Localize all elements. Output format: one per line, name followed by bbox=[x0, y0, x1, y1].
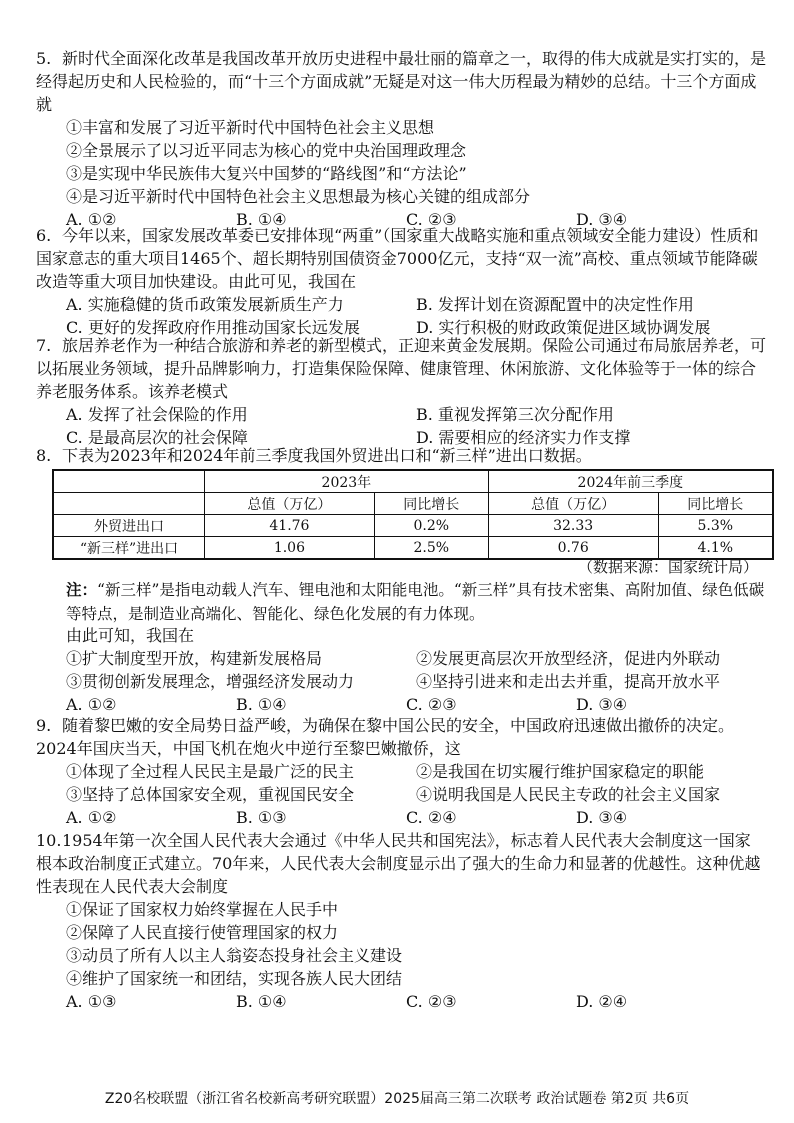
data-source: （数据来源：国家统计局） bbox=[577, 558, 758, 576]
table-cell: 32.33 bbox=[488, 515, 658, 537]
question-number: 8. bbox=[36, 446, 52, 465]
table-cell: 0.2% bbox=[374, 515, 488, 537]
option-c[interactable]: C. ②④ bbox=[406, 808, 457, 827]
table-cell: 1.06 bbox=[205, 537, 375, 560]
option-c[interactable]: C. 是最高层次的社会保障 bbox=[66, 428, 248, 447]
option-d[interactable]: D. ③④ bbox=[576, 808, 628, 827]
option-a[interactable]: A. ①② bbox=[66, 695, 117, 714]
question-7 bbox=[36, 334, 766, 449]
table-year-header: 2024年前三季度 bbox=[488, 470, 773, 493]
question-stem: 随着黎巴嫩的安全局势日益严峻，为确保在黎中国公民的安全，中国政府迅速做出撤侨的决定。2024年国庆当天，中国飞机在炮火中逆行至黎巴嫩撤侨，这 bbox=[36, 716, 735, 758]
statement-4: ④是习近平新时代中国特色社会主义思想最为核心关键的组成部分 bbox=[66, 187, 531, 206]
question-8-body bbox=[36, 624, 766, 716]
statement-3: ③贯彻创新发展理念，增强经济发展动力 bbox=[66, 672, 355, 691]
table-cell: 41.76 bbox=[205, 515, 375, 537]
statement-1: ①体现了全过程人民民主是最广泛的民主 bbox=[66, 762, 355, 781]
question-8 bbox=[36, 444, 766, 467]
table-corner-cell bbox=[53, 493, 205, 515]
table-cell: 0.76 bbox=[488, 537, 658, 560]
table-subheader: 同比增长 bbox=[658, 493, 773, 515]
option-b[interactable]: B. 发挥计划在资源配置中的决定性作用 bbox=[416, 295, 694, 314]
option-c[interactable]: C. ②③ bbox=[406, 210, 457, 229]
question-stem: 新时代全面深化改革是我国改革开放历史进程中最壮丽的篇章之一，取得的伟大成就是实打实的，是经得起历史和人民检验的，而“十三个方面成就”无疑是对这一伟大历程最为精妙的总结。十三个方面成就 bbox=[36, 49, 767, 114]
option-b[interactable]: B. ①④ bbox=[236, 695, 287, 714]
table-note bbox=[66, 578, 766, 626]
statement-2: ②是我国在切实履行维护国家稳定的职能 bbox=[416, 762, 705, 781]
statement-3: ③是实现中华民族伟大复兴中国梦的“路线图”和“方法论” bbox=[66, 164, 467, 183]
option-d[interactable]: D. ③④ bbox=[576, 210, 628, 229]
question-stem: 下表为2023年和2024年前三季度我国外贸进出口和“新三样”进出口数据。 bbox=[62, 446, 592, 465]
statement-1: ①丰富和发展了习近平新时代中国特色社会主义思想 bbox=[66, 118, 435, 137]
table-cell: 5.3% bbox=[658, 515, 773, 537]
trade-data-table bbox=[52, 469, 774, 560]
option-a[interactable]: A. ①② bbox=[66, 210, 117, 229]
table-subheader: 总值（万亿） bbox=[205, 493, 375, 515]
statement-list bbox=[36, 647, 766, 693]
answer-options bbox=[36, 693, 766, 716]
option-a[interactable]: A. 发挥了社会保险的作用 bbox=[66, 405, 248, 424]
table-subheader-row bbox=[53, 493, 773, 515]
table-year-header: 2023年 bbox=[205, 470, 489, 493]
question-6 bbox=[36, 224, 766, 339]
answer-options bbox=[36, 293, 766, 339]
note-text: “新三样”是指电动载人汽车、锂电池和太阳能电池。“新三样”具有技术密集、高附加值、绿色低碳等特点，是制造业高端化、智能化、绿色化发展的有力体现。 bbox=[66, 581, 765, 623]
answer-options bbox=[36, 990, 766, 1013]
option-d[interactable]: D. ③④ bbox=[576, 695, 628, 714]
table-header-row bbox=[53, 470, 773, 493]
question-stem: 1954年第一次全国人民代表大会通过《中华人民共和国宪法》，标志着人民代表大会制度这一国家根本政治制度正式建立。70年来，人民代表大会制度显示出了强大的生命力和显著的优越性。这种优越性表现在人民代表大会制度 bbox=[36, 831, 761, 896]
question-number: 9. bbox=[36, 716, 52, 735]
option-c[interactable]: C. 更好的发挥政府作用推动国家长远发展 bbox=[66, 318, 360, 337]
row-label: “新三样”进出口 bbox=[53, 537, 205, 560]
question-stem: 旅居养老作为一种结合旅游和养老的新型模式，正迎来黄金发展期。保险公司通过布局旅居养老，可以拓展业务领域，提升品牌影响力，打造集保险保障、健康管理、休闲旅游、文化体验等于一体的综合养老服务体系。该养老模式 bbox=[36, 336, 767, 401]
statement-4: ④说明我国是人民民主专政的社会主义国家 bbox=[416, 785, 721, 804]
option-c[interactable]: C. ②③ bbox=[406, 695, 457, 714]
table-cell: 4.1% bbox=[658, 537, 773, 560]
statement-3: ③动员了所有人以主人翁姿态投身社会主义建设 bbox=[66, 946, 403, 965]
statement-1: ①保证了国家权力始终掌握在人民手中 bbox=[66, 900, 339, 919]
question-number: 5. bbox=[36, 49, 52, 68]
statement-2: ②发展更高层次开放型经济，促进内外联动 bbox=[416, 649, 721, 668]
note-label: 注： bbox=[66, 580, 98, 599]
question-number: 10. bbox=[36, 831, 62, 850]
option-d[interactable]: D. 需要相应的经济实力作支撑 bbox=[416, 428, 631, 447]
question-5 bbox=[36, 47, 766, 231]
option-a[interactable]: A. 实施稳健的货币政策发展新质生产力 bbox=[66, 295, 344, 314]
option-a[interactable]: A. ①② bbox=[66, 808, 117, 827]
option-a[interactable]: A. ①③ bbox=[66, 992, 117, 1011]
statement-4: ④坚持引进来和走出去并重，提高开放水平 bbox=[416, 672, 721, 691]
option-b[interactable]: B. 重视发挥第三次分配作用 bbox=[416, 405, 614, 424]
question-number: 7. bbox=[36, 336, 52, 355]
statement-2: ②保障了人民直接行使管理国家的权力 bbox=[66, 923, 339, 942]
statement-list bbox=[36, 760, 766, 806]
option-c[interactable]: C. ②③ bbox=[406, 992, 457, 1011]
answer-options bbox=[36, 403, 766, 449]
table-row bbox=[53, 515, 773, 537]
option-d[interactable]: D. 实行积极的财政政策促进区域协调发展 bbox=[416, 318, 711, 337]
question-number: 6. bbox=[36, 226, 52, 245]
answer-options bbox=[36, 806, 766, 829]
question-9 bbox=[36, 714, 766, 829]
question-lead: 由此可知，我国在 bbox=[66, 626, 195, 645]
option-d[interactable]: D. ②④ bbox=[576, 992, 628, 1011]
table-cell: 2.5% bbox=[374, 537, 488, 560]
statement-list bbox=[36, 898, 766, 990]
table-corner-cell bbox=[53, 470, 205, 493]
page-footer: Z20名校联盟（浙江省名校新高考研究联盟）2025届高三第二次联考 政治试题卷 第2页 共6页 bbox=[104, 1091, 690, 1107]
option-b[interactable]: B. ①④ bbox=[236, 992, 287, 1011]
statement-2: ②全景展示了以习近平同志为核心的党中央治国理政理念 bbox=[66, 141, 467, 160]
option-b[interactable]: B. ①③ bbox=[236, 808, 287, 827]
statement-1: ①扩大制度型开放，构建新发展格局 bbox=[66, 649, 323, 668]
table-subheader: 总值（万亿） bbox=[488, 493, 658, 515]
question-stem: 今年以来，国家发展改革委已安排体现“两重”（国家重大战略实施和重点领域安全能力建设）性质和国家意志的重大项目1465个、超长期特别国债资金7000亿元，支持“双一流”高校、重点领域节能降碳改造等重大项目加快建设。由此可见，我国在 bbox=[36, 226, 759, 291]
statement-3: ③坚持了总体国家安全观，重视国民安全 bbox=[66, 785, 355, 804]
statement-4: ④维护了国家统一和团结，实现各族人民大团结 bbox=[66, 969, 403, 988]
question-10 bbox=[36, 829, 766, 1013]
table-subheader: 同比增长 bbox=[374, 493, 488, 515]
row-label: 外贸进出口 bbox=[53, 515, 205, 537]
option-b[interactable]: B. ①④ bbox=[236, 210, 287, 229]
statement-list bbox=[36, 116, 766, 208]
